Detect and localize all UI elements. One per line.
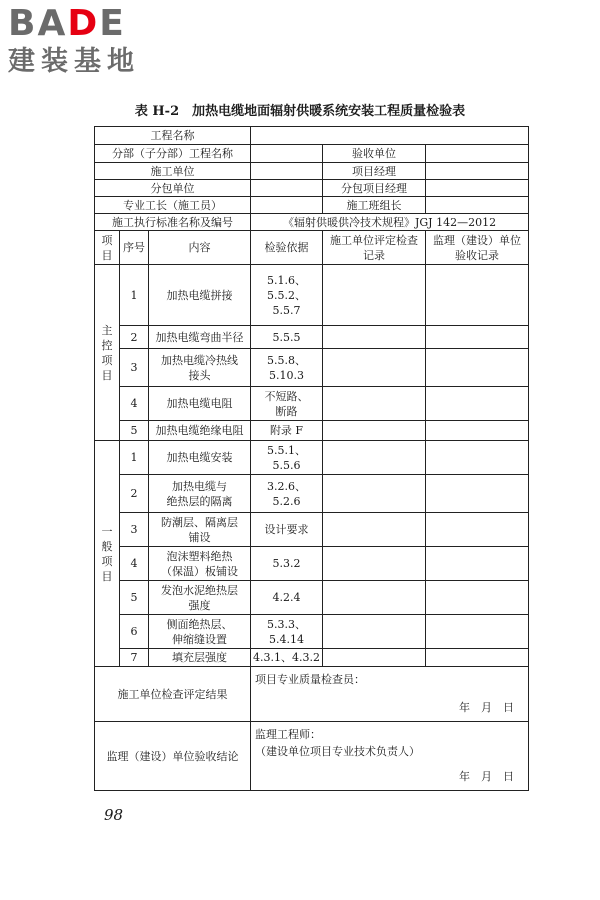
- table-row: [95, 513, 529, 547]
- header-row-subproject: [95, 145, 529, 163]
- contractor-result-date: 年 月 日: [459, 701, 515, 714]
- supervisor-record-cell[interactable]: [426, 265, 529, 326]
- team-leader-label: 施工班组长: [323, 197, 426, 214]
- content-cell: 防潮层、隔离层 铺设: [149, 513, 251, 547]
- contractor-record-cell[interactable]: [323, 421, 426, 441]
- basis-cell: 附录 F: [251, 421, 323, 441]
- supervisor-record-cell[interactable]: [426, 581, 529, 615]
- header-row-construction: [95, 163, 529, 180]
- content-cell: 加热电缆拼接: [149, 265, 251, 326]
- seq-cell: 5: [120, 581, 149, 615]
- contractor-result-label: 施工单位检查评定结果: [95, 667, 251, 722]
- contractor-record-cell[interactable]: [323, 326, 426, 349]
- table-row: [95, 649, 529, 667]
- basis-cell: 5.5.5: [251, 326, 323, 349]
- table-row: [95, 349, 529, 387]
- header-row-project: [95, 127, 529, 145]
- seq-cell: 6: [120, 615, 149, 649]
- standard-value: 《辐射供暖供冷技术规程》JGJ 142—2012: [251, 214, 529, 231]
- basis-cell: 3.2.6、 5.2.6: [251, 475, 323, 513]
- seq-cell: 3: [120, 349, 149, 387]
- content-cell: 侧面绝热层、 伸缩缝设置: [149, 615, 251, 649]
- project-name-label: 工程名称: [95, 127, 251, 145]
- sub-project-manager-value[interactable]: [426, 180, 529, 197]
- table-row: [95, 326, 529, 349]
- table-row: [95, 441, 529, 475]
- header-row-standard: [95, 214, 529, 231]
- col-content: 内容: [149, 231, 251, 265]
- supervisor-result-date: 年 月 日: [459, 770, 515, 783]
- supervisor-result-signer: 监理工程师：: [255, 728, 322, 741]
- seq-cell: 7: [120, 649, 149, 667]
- basis-cell: 设计要求: [251, 513, 323, 547]
- supervisor-result-label: 监理（建设）单位验收结论: [95, 722, 251, 791]
- supervisor-record-cell[interactable]: [426, 649, 529, 667]
- table-title: 表 H-2 加热电缆地面辐射供暖系统安装工程质量检验表: [134, 104, 466, 119]
- seq-cell: 1: [120, 441, 149, 475]
- supervisor-result-row: [95, 722, 529, 791]
- foreman-label: 专业工长（施工员）: [95, 197, 251, 214]
- table-row: [95, 265, 529, 326]
- col-contractor-record: 施工单位评定检查记录: [323, 231, 426, 265]
- construction-unit-value[interactable]: [251, 163, 323, 180]
- content-cell: 加热电缆绝缘电阻: [149, 421, 251, 441]
- content-cell: 泡沫塑料绝热 （保温）板铺设: [149, 547, 251, 581]
- sub-project-manager-label: 分包项目经理: [323, 180, 426, 197]
- table-row: [95, 421, 529, 441]
- supervisor-result-signature-area[interactable]: [251, 722, 529, 791]
- content-cell: 填充层强度: [149, 649, 251, 667]
- basis-cell: 4.2.4: [251, 581, 323, 615]
- contractor-record-cell[interactable]: [323, 649, 426, 667]
- contractor-record-cell[interactable]: [323, 513, 426, 547]
- foreman-value[interactable]: [251, 197, 323, 214]
- basis-cell: 不短路、 断路: [251, 387, 323, 421]
- supervisor-record-cell[interactable]: [426, 615, 529, 649]
- supervisor-record-cell[interactable]: [426, 387, 529, 421]
- supervisor-record-cell[interactable]: [426, 326, 529, 349]
- contractor-record-cell[interactable]: [323, 387, 426, 421]
- construction-unit-label: 施工单位: [95, 163, 251, 180]
- seq-cell: 4: [120, 547, 149, 581]
- standard-label: 施工执行标准名称及编号: [95, 214, 251, 231]
- project-manager-label: 项目经理: [323, 163, 426, 180]
- supervisor-record-cell[interactable]: [426, 475, 529, 513]
- page-number: 98: [104, 806, 124, 824]
- content-cell: 加热电缆安装: [149, 441, 251, 475]
- basis-cell: 5.1.6、 5.5.2、 5.5.7: [251, 265, 323, 326]
- table-row: [95, 547, 529, 581]
- contractor-record-cell[interactable]: [323, 475, 426, 513]
- col-basis: 检验依据: [251, 231, 323, 265]
- basis-cell: 5.5.8、 5.10.3: [251, 349, 323, 387]
- contractor-record-cell[interactable]: [323, 441, 426, 475]
- content-cell: 发泡水泥绝热层 强度: [149, 581, 251, 615]
- acceptance-unit-label: 验收单位: [323, 145, 426, 163]
- basis-cell: 5.3.3、 5.4.14: [251, 615, 323, 649]
- seq-cell: 5: [120, 421, 149, 441]
- sub-project-value[interactable]: [251, 145, 323, 163]
- content-cell: 加热电缆与 绝热层的隔离: [149, 475, 251, 513]
- header-row-subcontractor: [95, 180, 529, 197]
- main-control-category: 主 控 项 目: [95, 265, 120, 441]
- contractor-record-cell[interactable]: [323, 349, 426, 387]
- brand-logo: [8, 4, 178, 78]
- project-name-value[interactable]: [251, 127, 529, 145]
- contractor-record-cell[interactable]: [323, 547, 426, 581]
- col-supervisor-record: 监理（建设）单位验收记录: [426, 231, 529, 265]
- contractor-result-row: [95, 667, 529, 722]
- acceptance-unit-value[interactable]: [426, 145, 529, 163]
- subcontractor-label: 分包单位: [95, 180, 251, 197]
- supervisor-result-signer-alt: （建设单位项目专业技术负责人）: [255, 745, 421, 758]
- content-cell: 加热电缆弯曲半径: [149, 326, 251, 349]
- seq-cell: 2: [120, 475, 149, 513]
- subcontractor-value[interactable]: [251, 180, 323, 197]
- seq-cell: 2: [120, 326, 149, 349]
- basis-cell: 5.5.1、 5.5.6: [251, 441, 323, 475]
- seq-cell: 4: [120, 387, 149, 421]
- table-row: [95, 581, 529, 615]
- content-cell: 加热电缆电阻: [149, 387, 251, 421]
- seq-cell: 3: [120, 513, 149, 547]
- supervisor-record-cell[interactable]: [426, 513, 529, 547]
- basis-cell: 4.3.1、4.3.2: [251, 649, 323, 667]
- supervisor-record-cell[interactable]: [426, 547, 529, 581]
- table-row: [95, 475, 529, 513]
- inspection-table: [94, 126, 529, 791]
- logo-chinese-text: 建装基地: [8, 46, 140, 77]
- table-row: [95, 387, 529, 421]
- team-leader-value[interactable]: [426, 197, 529, 214]
- general-category: 一 般 项 目: [95, 441, 120, 667]
- contractor-record-cell[interactable]: [323, 615, 426, 649]
- project-manager-value[interactable]: [426, 163, 529, 180]
- table-row: [95, 615, 529, 649]
- contractor-result-signer: 项目专业质量检查员：: [255, 673, 366, 686]
- logo-wordmark: BADE: [8, 3, 126, 44]
- basis-cell: 5.3.2: [251, 547, 323, 581]
- contractor-record-cell[interactable]: [323, 265, 426, 326]
- col-item: 项目: [95, 231, 120, 265]
- supervisor-record-cell[interactable]: [426, 441, 529, 475]
- col-seq: 序号: [120, 231, 149, 265]
- contractor-result-signature-area[interactable]: [251, 667, 529, 722]
- column-header-row: [95, 231, 529, 265]
- seq-cell: 1: [120, 265, 149, 326]
- content-cell: 加热电缆冷热线 接头: [149, 349, 251, 387]
- sub-project-label: 分部（子分部）工程名称: [95, 145, 251, 163]
- supervisor-record-cell[interactable]: [426, 421, 529, 441]
- supervisor-record-cell[interactable]: [426, 349, 529, 387]
- header-row-foreman: [95, 197, 529, 214]
- contractor-record-cell[interactable]: [323, 581, 426, 615]
